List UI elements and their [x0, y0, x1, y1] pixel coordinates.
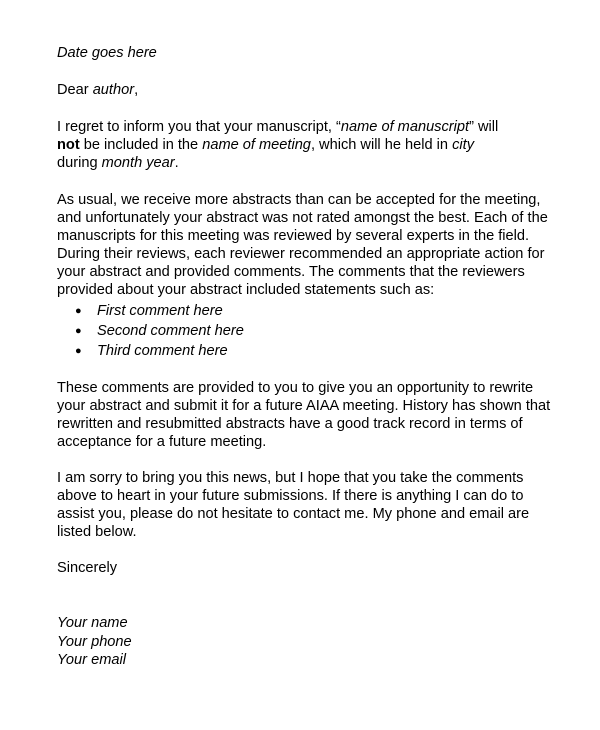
list-item [57, 301, 557, 321]
paragraph-review: As usual, we receive more abstracts than can be accepted for the meeting, and unfortunately your abstract was not rated amongst the best. Each of the manuscripts for this meeting was reviewed by several experts in the field. During their reviews, each reviewer recommended an appropriate action for your abstract and provided comments. The comments that the reviewers provided about your abstract included statements such as: [57, 192, 548, 298]
p1-text-1: I regret to inform you that your manuscript, “ [57, 119, 341, 135]
comment-text: Second comment here [97, 323, 244, 339]
salutation [57, 81, 557, 99]
month-year: month year [101, 155, 175, 171]
salutation-prefix: Dear [57, 82, 93, 98]
paragraph-opportunity: These comments are provided to you to give you an opportunity to rewrite your abstract and submit it for a future AIAA meeting. History has shown that rewritten and resubmitted abstracts have a good track record in terms of acceptance for a future meeting. [57, 380, 551, 450]
p1-text-2: ” will [469, 119, 499, 135]
paragraph-rejection [57, 118, 557, 172]
p1-text-4: , which will he held in [310, 137, 453, 153]
signature-block [57, 614, 557, 670]
bullet-icon: ● [75, 305, 82, 317]
salutation-suffix: , [134, 82, 139, 98]
comment-text: Third comment here [97, 343, 228, 359]
comments-list [57, 301, 557, 361]
signature-phone: Your phone [57, 633, 132, 650]
list-item [57, 321, 557, 341]
letter-body [57, 44, 557, 670]
meeting-name: name of meeting [202, 137, 311, 153]
p1-text-3: be included in the [79, 137, 203, 153]
bullet-icon: ● [75, 345, 82, 357]
manuscript-name: name of manuscript [340, 119, 470, 135]
signature-name: Your name [57, 615, 128, 631]
date-line: Date goes here [57, 45, 157, 61]
bullet-icon: ● [75, 325, 82, 337]
comment-text: First comment here [97, 303, 223, 319]
city-name: city [452, 137, 474, 153]
signature-email: Your email [57, 652, 126, 668]
paragraph-apology: I am sorry to bring you this news, but I hope that you take the comments above to heart in your future submissions. If there is anything I can do to assist you, please do not hesitate to contact me. My phone and email are listed below. [57, 470, 530, 540]
p1-text-6: . [174, 155, 179, 171]
closing: Sincerely [57, 560, 118, 576]
list-item [57, 341, 557, 361]
emphasis-not: not [57, 137, 80, 153]
salutation-name: author [92, 82, 135, 98]
p1-text-5: during [57, 155, 102, 171]
